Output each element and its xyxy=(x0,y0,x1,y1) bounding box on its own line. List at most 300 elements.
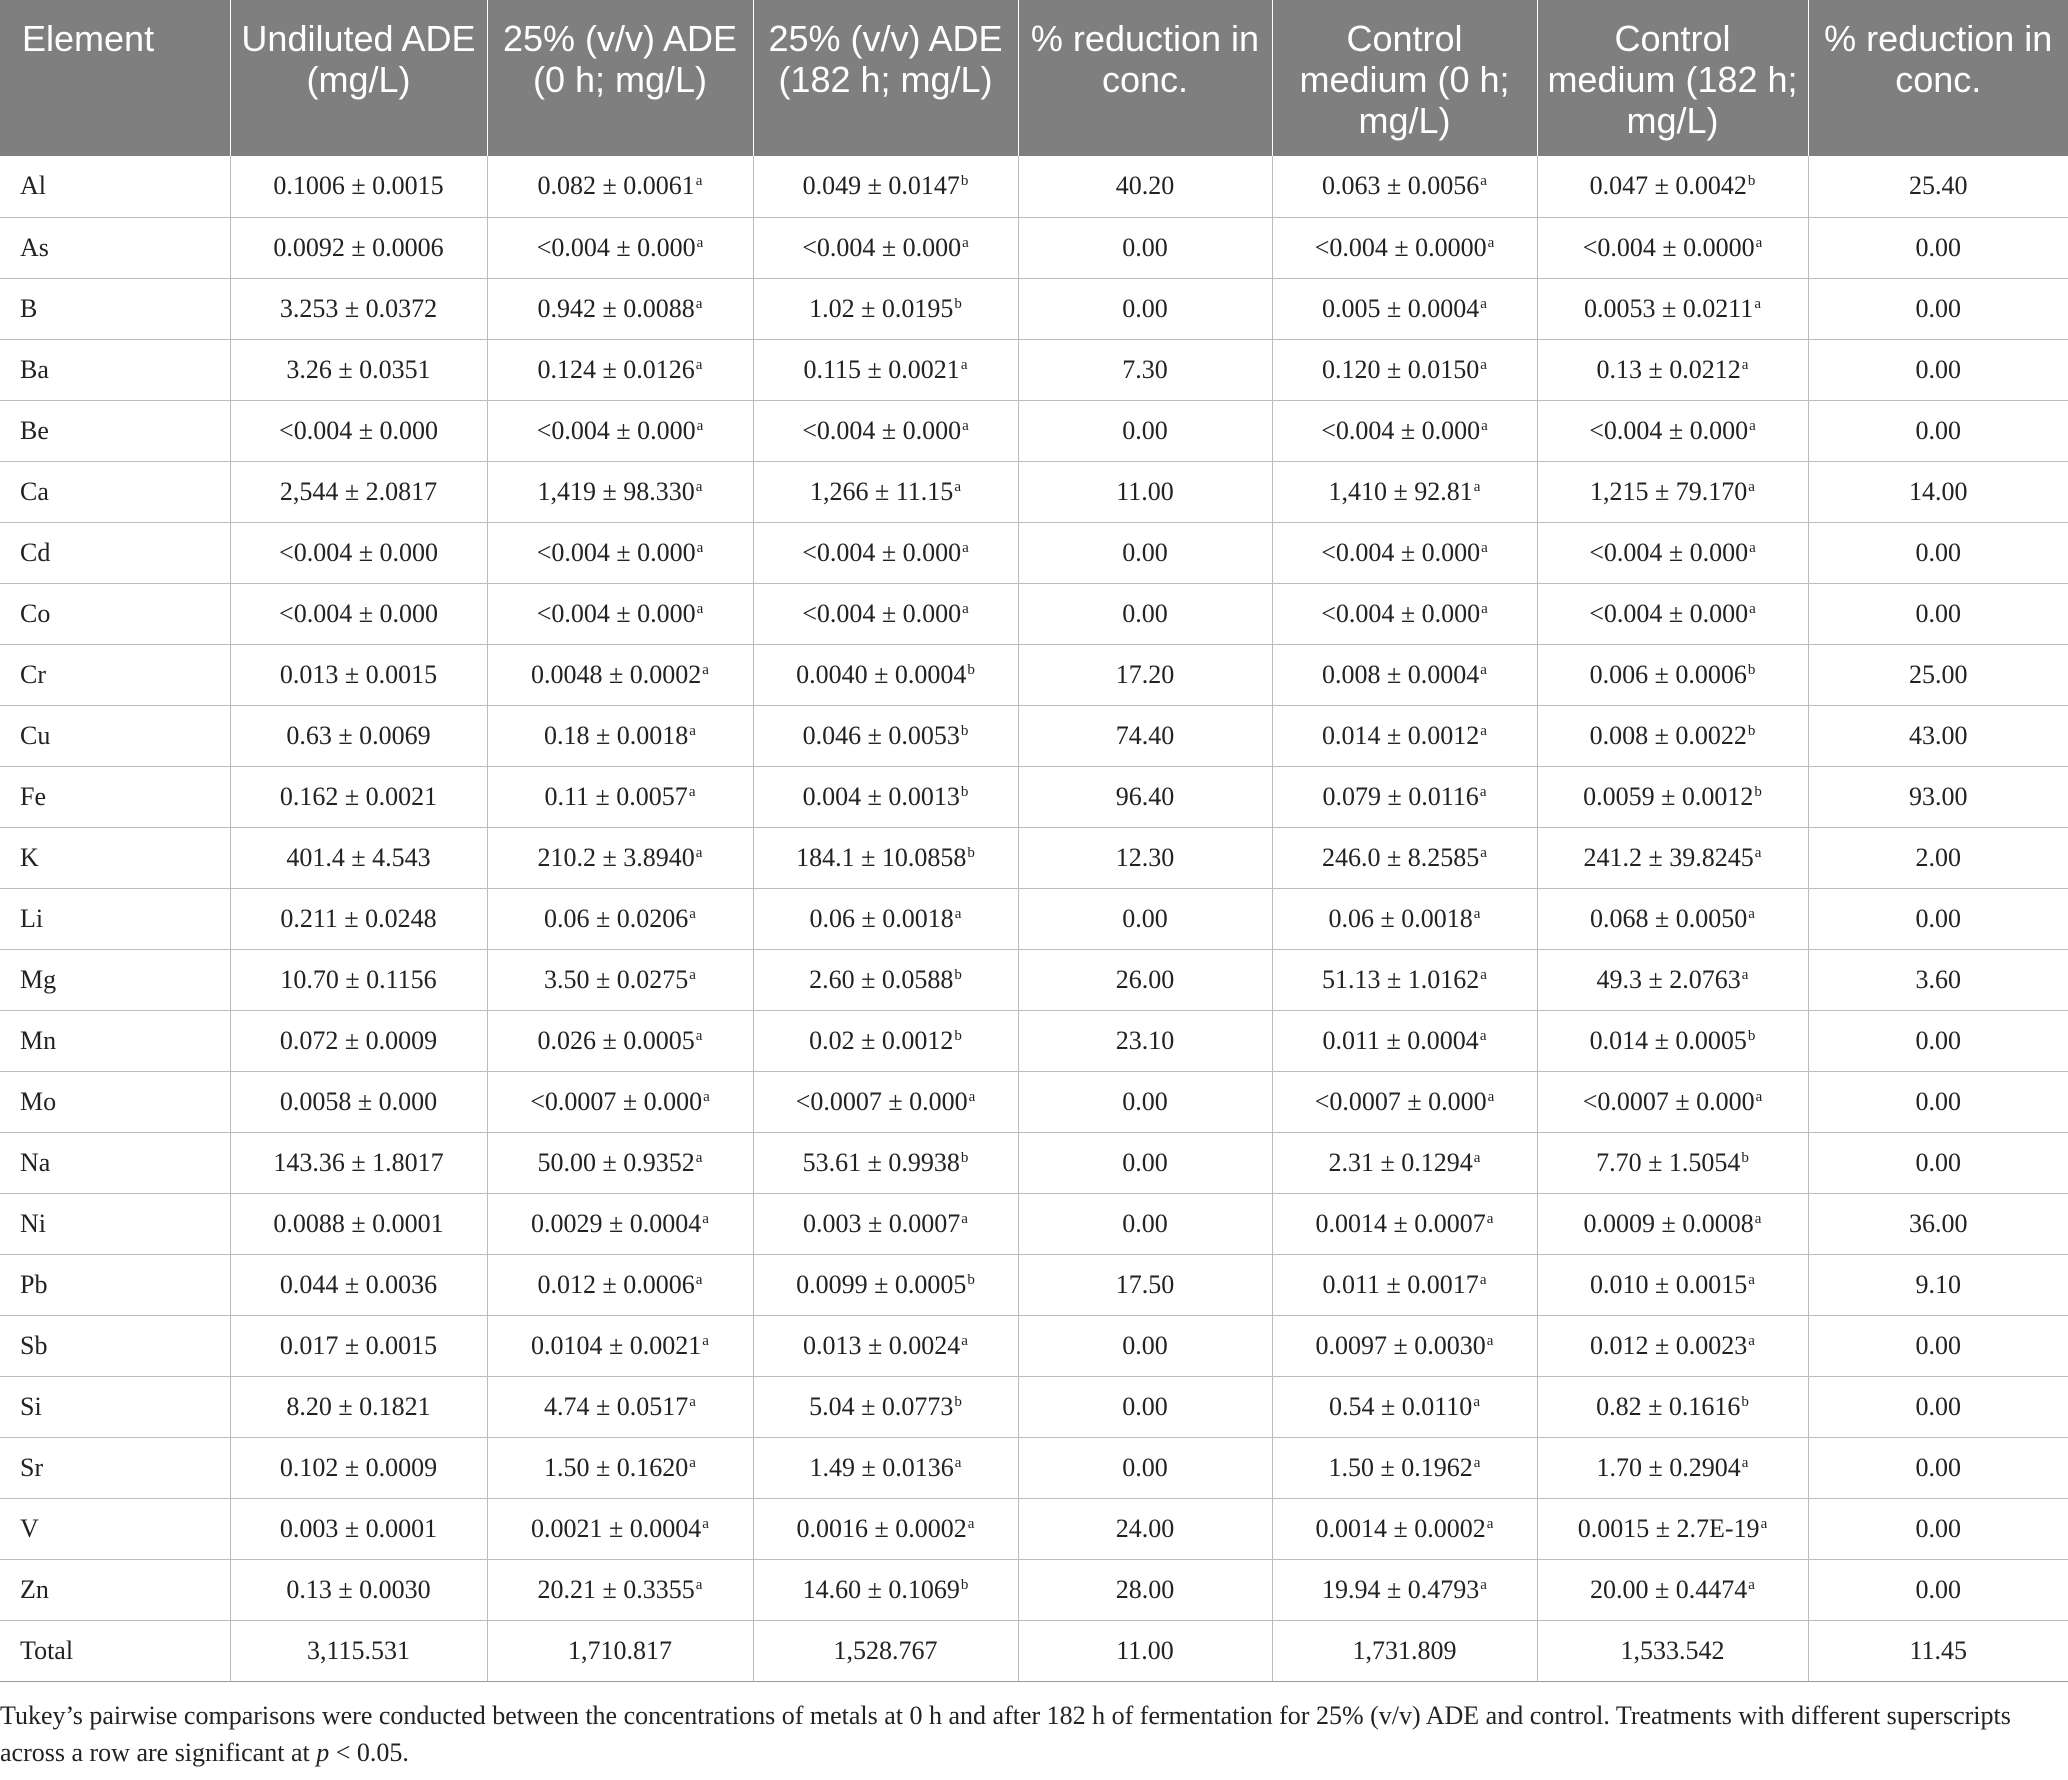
cell-ade-182h-value: 0.115 ± 0.0021 xyxy=(803,354,960,384)
significance-superscript: a xyxy=(954,905,962,922)
cell-control-reduction-value: 25.00 xyxy=(1909,659,1968,689)
cell-ade-0h xyxy=(487,1010,753,1071)
significance-superscript: a xyxy=(1749,539,1756,556)
cell-ade-reduction-value: 0.00 xyxy=(1122,903,1168,933)
table-row xyxy=(0,1376,2068,1437)
cell-ade-0h xyxy=(487,1315,753,1376)
cell-ade-182h-value: 1,266 ± 11.15 xyxy=(810,476,954,506)
cell-ade-0h xyxy=(487,1376,753,1437)
cell-control-reduction xyxy=(1808,522,2068,583)
cell-ade-reduction-value: 26.00 xyxy=(1115,964,1175,994)
cell-element xyxy=(0,1132,230,1193)
significance-superscript: b xyxy=(960,173,969,190)
table-row xyxy=(0,339,2068,400)
significance-superscript: a xyxy=(1741,356,1749,373)
cell-control-182h-value: 0.068 ± 0.0050 xyxy=(1590,903,1748,933)
cell-ade-reduction-value: 17.50 xyxy=(1115,1269,1175,1299)
cell-ade-0h-value: <0.004 ± 0.000 xyxy=(536,232,696,262)
header-ade-182h: 25% (v/v) ADE (182 h; mg/L) xyxy=(753,0,1018,156)
cell-control-182h-value: 1,215 ± 79.170 xyxy=(1590,476,1748,506)
cell-control-0h xyxy=(1272,156,1537,217)
cell-ade-reduction-value: 40.20 xyxy=(1115,171,1175,201)
cell-undiluted xyxy=(230,888,487,949)
significance-superscript: a xyxy=(702,1332,709,1349)
table-row xyxy=(0,888,2068,949)
cell-ade-reduction-value: 23.10 xyxy=(1115,1025,1175,1055)
significance-superscript: b xyxy=(967,661,975,678)
cell-ade-reduction xyxy=(1018,1132,1272,1193)
cell-undiluted-value: 0.072 ± 0.0009 xyxy=(279,1025,438,1055)
cell-control-182h xyxy=(1537,1437,1808,1498)
cell-element xyxy=(0,644,230,705)
table-row xyxy=(0,766,2068,827)
significance-superscript: b xyxy=(1747,661,1756,678)
significance-superscript: a xyxy=(1480,173,1487,190)
cell-ade-182h-value: 0.004 ± 0.0013 xyxy=(802,781,960,811)
cell-ade-reduction xyxy=(1018,1559,1272,1620)
significance-superscript: a xyxy=(695,295,703,312)
cell-control-reduction-value: 2.00 xyxy=(1915,842,1961,872)
significance-superscript: a xyxy=(1486,1332,1494,1349)
table-row xyxy=(0,1193,2068,1254)
cell-ade-reduction xyxy=(1018,583,1272,644)
cell-element-value: B xyxy=(20,293,38,323)
cell-control-reduction xyxy=(1808,1315,2068,1376)
cell-control-reduction-value: 0.00 xyxy=(1915,1086,1961,1116)
cell-control-reduction-value: 0.00 xyxy=(1915,1391,1961,1421)
cell-ade-0h-value: 4.74 ± 0.0517 xyxy=(544,1391,689,1421)
cell-undiluted-value: 0.0092 ± 0.0006 xyxy=(273,232,444,262)
cell-control-0h xyxy=(1272,217,1537,278)
cell-ade-0h-value: <0.0007 ± 0.000 xyxy=(530,1086,703,1116)
cell-ade-182h xyxy=(753,1559,1018,1620)
cell-ade-0h xyxy=(487,156,753,217)
cell-control-0h xyxy=(1272,888,1537,949)
cell-ade-reduction-value: 0.00 xyxy=(1122,293,1168,323)
cell-control-182h xyxy=(1537,888,1808,949)
cell-ade-0h-value: 0.026 ± 0.0005 xyxy=(537,1025,695,1055)
table-row xyxy=(0,156,2068,217)
significance-superscript: a xyxy=(702,1515,709,1532)
cell-element xyxy=(0,461,230,522)
cell-element-value: Total xyxy=(20,1635,74,1665)
cell-ade-reduction xyxy=(1018,217,1272,278)
cell-ade-0h-value: 0.0104 ± 0.0021 xyxy=(531,1330,702,1360)
cell-ade-0h xyxy=(487,1559,753,1620)
cell-element-value: Cu xyxy=(20,720,51,750)
significance-superscript: a xyxy=(1755,234,1763,251)
cell-control-0h xyxy=(1272,278,1537,339)
cell-control-182h xyxy=(1537,1071,1808,1132)
significance-superscript: a xyxy=(1754,1210,1762,1227)
cell-ade-182h xyxy=(753,766,1018,827)
cell-undiluted-value: 3.253 ± 0.0372 xyxy=(279,293,438,323)
significance-superscript: b xyxy=(967,844,975,861)
cell-undiluted xyxy=(230,1559,487,1620)
cell-undiluted xyxy=(230,278,487,339)
cell-ade-0h xyxy=(487,1193,753,1254)
cell-ade-0h-value: 0.0021 ± 0.0004 xyxy=(531,1513,702,1543)
cell-element-value: Sb xyxy=(20,1330,48,1360)
cell-ade-0h xyxy=(487,400,753,461)
table-row xyxy=(0,705,2068,766)
significance-superscript: b xyxy=(960,1149,969,1166)
table-row xyxy=(0,278,2068,339)
cell-control-182h xyxy=(1537,827,1808,888)
cell-ade-reduction xyxy=(1018,278,1272,339)
cell-ade-0h xyxy=(487,339,753,400)
significance-superscript: a xyxy=(961,1210,968,1227)
cell-element-value: Be xyxy=(20,415,49,445)
significance-superscript: a xyxy=(702,1210,709,1227)
cell-control-182h xyxy=(1537,766,1808,827)
significance-superscript: a xyxy=(695,844,703,861)
header-control-0h: Control medium (0 h; mg/L) xyxy=(1272,0,1537,156)
cell-ade-182h xyxy=(753,583,1018,644)
cell-undiluted xyxy=(230,1254,487,1315)
cell-ade-182h xyxy=(753,1193,1018,1254)
cell-control-0h-value: 0.005 ± 0.0004 xyxy=(1322,293,1480,323)
cell-ade-0h xyxy=(487,217,753,278)
significance-superscript: a xyxy=(1480,844,1487,861)
cell-element xyxy=(0,827,230,888)
cell-undiluted-value: 10.70 ± 0.1156 xyxy=(280,964,437,994)
cell-control-0h xyxy=(1272,583,1537,644)
cell-ade-reduction-value: 0.00 xyxy=(1122,598,1168,628)
significance-superscript: a xyxy=(689,966,696,983)
cell-undiluted xyxy=(230,644,487,705)
cell-undiluted xyxy=(230,522,487,583)
cell-element xyxy=(0,1498,230,1559)
significance-superscript: b xyxy=(1754,783,1762,800)
table-footnote xyxy=(0,1697,2040,1771)
cell-undiluted-value: 0.017 ± 0.0015 xyxy=(279,1330,438,1360)
cell-control-182h xyxy=(1537,583,1808,644)
table-row xyxy=(0,400,2068,461)
cell-ade-0h-value: 0.18 ± 0.0018 xyxy=(544,720,689,750)
cell-ade-0h-value: 1,710.817 xyxy=(568,1635,672,1665)
significance-superscript: b xyxy=(1747,722,1756,739)
cell-ade-0h xyxy=(487,583,753,644)
table-row xyxy=(0,644,2068,705)
cell-ade-182h xyxy=(753,1254,1018,1315)
significance-superscript: a xyxy=(695,173,703,190)
cell-ade-182h xyxy=(753,1071,1018,1132)
cell-ade-0h-value: 1,419 ± 98.330 xyxy=(537,476,695,506)
cell-undiluted xyxy=(230,766,487,827)
cell-control-182h-value: 1.70 ± 0.2904 xyxy=(1596,1452,1741,1482)
significance-superscript: a xyxy=(695,1027,703,1044)
cell-element-value: Cr xyxy=(20,659,46,689)
cell-control-0h-value: 246.0 ± 8.2585 xyxy=(1322,842,1480,872)
cell-undiluted xyxy=(230,583,487,644)
cell-control-0h-value: <0.004 ± 0.000 xyxy=(1321,537,1481,567)
cell-control-reduction-value: 0.00 xyxy=(1915,1574,1961,1604)
cell-undiluted-value: 0.102 ± 0.0009 xyxy=(279,1452,438,1482)
significance-superscript: a xyxy=(1741,1454,1749,1471)
cell-ade-182h xyxy=(753,705,1018,766)
significance-superscript: a xyxy=(1748,905,1755,922)
header-ade-0h: 25% (v/v) ADE (0 h; mg/L) xyxy=(487,0,753,156)
cell-control-0h-value: 0.011 ± 0.0017 xyxy=(1322,1269,1479,1299)
cell-element xyxy=(0,278,230,339)
cell-element-value: As xyxy=(20,232,49,262)
cell-ade-reduction-value: 11.00 xyxy=(1116,1635,1174,1665)
cell-ade-182h-value: <0.004 ± 0.000 xyxy=(802,537,962,567)
cell-ade-182h-value: 0.02 ± 0.0012 xyxy=(809,1025,954,1055)
significance-superscript: a xyxy=(1748,1271,1755,1288)
significance-superscript: a xyxy=(1473,478,1481,495)
table-row xyxy=(0,1071,2068,1132)
cell-undiluted xyxy=(230,1132,487,1193)
cell-element xyxy=(0,1437,230,1498)
cell-ade-0h xyxy=(487,827,753,888)
cell-element xyxy=(0,1620,230,1681)
cell-control-182h-value: 241.2 ± 39.8245 xyxy=(1583,842,1754,872)
cell-ade-182h-value: 1,528.767 xyxy=(833,1635,938,1665)
cell-control-182h-value: <0.004 ± 0.0000 xyxy=(1582,232,1755,262)
cell-control-0h-value: 0.0014 ± 0.0007 xyxy=(1315,1208,1486,1238)
cell-ade-182h-value: 0.046 ± 0.0053 xyxy=(802,720,960,750)
cell-control-reduction xyxy=(1808,1071,2068,1132)
cell-control-182h xyxy=(1537,1376,1808,1437)
cell-undiluted-value: 0.003 ± 0.0001 xyxy=(279,1513,438,1543)
cell-control-0h xyxy=(1272,1315,1537,1376)
cell-ade-reduction xyxy=(1018,949,1272,1010)
cell-ade-182h xyxy=(753,888,1018,949)
cell-undiluted-value: 0.0058 ± 0.000 xyxy=(279,1086,438,1116)
cell-element-value: Cd xyxy=(20,537,51,567)
cell-control-182h xyxy=(1537,1620,1808,1681)
cell-element xyxy=(0,1376,230,1437)
table-row xyxy=(0,827,2068,888)
cell-control-182h-value: 0.0053 ± 0.0211 xyxy=(1584,293,1754,323)
cell-ade-182h xyxy=(753,1315,1018,1376)
significance-superscript: a xyxy=(703,1088,710,1105)
significance-superscript: b xyxy=(954,966,962,983)
cell-control-reduction-value: 0.00 xyxy=(1915,1513,1961,1543)
cell-ade-0h-value: 0.0029 ± 0.0004 xyxy=(531,1208,702,1238)
cell-ade-reduction xyxy=(1018,1071,1272,1132)
cell-undiluted xyxy=(230,1193,487,1254)
cell-ade-0h-value: 0.0048 ± 0.0002 xyxy=(531,659,702,689)
cell-undiluted xyxy=(230,949,487,1010)
cell-ade-182h xyxy=(753,522,1018,583)
cell-undiluted xyxy=(230,827,487,888)
table-row xyxy=(0,522,2068,583)
cell-element xyxy=(0,949,230,1010)
cell-element-value: Mn xyxy=(20,1025,57,1055)
cell-element xyxy=(0,1315,230,1376)
cell-control-0h xyxy=(1272,1071,1537,1132)
cell-ade-0h xyxy=(487,766,753,827)
cell-ade-0h xyxy=(487,888,753,949)
table-row xyxy=(0,1559,2068,1620)
cell-control-182h xyxy=(1537,278,1808,339)
cell-control-0h-value: 0.014 ± 0.0012 xyxy=(1322,720,1480,750)
significance-superscript: b xyxy=(954,295,962,312)
cell-control-182h xyxy=(1537,461,1808,522)
cell-undiluted-value: 0.211 ± 0.0248 xyxy=(280,903,437,933)
cell-element-value: Mo xyxy=(20,1086,57,1116)
header-control-reduction: % reduction in conc. xyxy=(1808,0,2068,156)
cell-ade-0h xyxy=(487,1254,753,1315)
cell-ade-reduction xyxy=(1018,461,1272,522)
cell-control-reduction xyxy=(1808,1193,2068,1254)
cell-control-reduction-value: 0.00 xyxy=(1915,903,1961,933)
cell-control-0h xyxy=(1272,705,1537,766)
cell-element-value: K xyxy=(20,842,39,872)
cell-control-0h-value: 0.120 ± 0.0150 xyxy=(1322,354,1480,384)
cell-control-0h-value: 0.079 ± 0.0116 xyxy=(1322,781,1479,811)
cell-control-0h-value: 0.54 ± 0.0110 xyxy=(1329,1391,1473,1421)
cell-element-value: Mg xyxy=(20,964,57,994)
significance-superscript: b xyxy=(1741,1149,1749,1166)
cell-undiluted-value: 401.4 ± 4.543 xyxy=(286,842,431,872)
header-control-182h: Control medium (182 h; mg/L) xyxy=(1537,0,1808,156)
significance-superscript: a xyxy=(1748,478,1755,495)
cell-control-0h xyxy=(1272,1010,1537,1071)
cell-control-reduction xyxy=(1808,1376,2068,1437)
significance-superscript: a xyxy=(688,783,696,800)
cell-control-0h xyxy=(1272,522,1537,583)
cell-ade-0h-value: 0.11 ± 0.0057 xyxy=(544,781,688,811)
significance-superscript: b xyxy=(960,783,969,800)
cell-ade-182h xyxy=(753,461,1018,522)
cell-control-0h xyxy=(1272,1193,1537,1254)
significance-superscript: a xyxy=(1480,356,1487,373)
cell-control-0h xyxy=(1272,1437,1537,1498)
significance-superscript: a xyxy=(1748,1576,1755,1593)
significance-superscript: a xyxy=(1479,1027,1487,1044)
cell-undiluted-value: 8.20 ± 0.1821 xyxy=(286,1391,431,1421)
significance-superscript: a xyxy=(695,478,703,495)
cell-ade-182h-value: <0.0007 ± 0.000 xyxy=(795,1086,968,1116)
cell-control-182h xyxy=(1537,339,1808,400)
cell-ade-182h xyxy=(753,1498,1018,1559)
cell-control-182h xyxy=(1537,1132,1808,1193)
cell-control-0h-value: 51.13 ± 1.0162 xyxy=(1322,964,1480,994)
cell-control-0h-value: 2.31 ± 0.1294 xyxy=(1328,1147,1473,1177)
cell-control-0h-value: 0.0097 ± 0.0030 xyxy=(1315,1330,1486,1360)
table-row xyxy=(0,1437,2068,1498)
cell-control-182h-value: 0.012 ± 0.0023 xyxy=(1590,1330,1748,1360)
cell-element-value: Ba xyxy=(20,354,49,384)
cell-undiluted-value: 2,544 ± 2.0817 xyxy=(279,476,438,506)
cell-control-reduction-value: 14.00 xyxy=(1909,476,1968,506)
cell-element xyxy=(0,766,230,827)
cell-undiluted xyxy=(230,1376,487,1437)
cell-ade-182h xyxy=(753,400,1018,461)
cell-element-value: Co xyxy=(20,598,51,628)
cell-control-182h-value: 0.0015 ± 2.7E-19 xyxy=(1577,1513,1760,1543)
cell-undiluted-value: 0.0088 ± 0.0001 xyxy=(273,1208,444,1238)
cell-ade-reduction xyxy=(1018,1315,1272,1376)
cell-ade-reduction-value: 17.20 xyxy=(1115,659,1175,689)
cell-control-reduction-value: 0.00 xyxy=(1915,1025,1961,1055)
cell-control-0h xyxy=(1272,644,1537,705)
cell-ade-reduction xyxy=(1018,156,1272,217)
cell-control-182h-value: 0.014 ± 0.0005 xyxy=(1589,1025,1747,1055)
cell-ade-reduction-value: 24.00 xyxy=(1115,1513,1175,1543)
cell-control-reduction xyxy=(1808,827,2068,888)
cell-element-value: Na xyxy=(20,1147,51,1177)
header-element: Element xyxy=(0,0,230,156)
cell-element xyxy=(0,705,230,766)
cell-ade-182h-value: <0.004 ± 0.000 xyxy=(802,232,962,262)
cell-control-182h-value: <0.0007 ± 0.000 xyxy=(1582,1086,1755,1116)
cell-control-reduction xyxy=(1808,705,2068,766)
cell-element xyxy=(0,217,230,278)
header-ade-reduction: % reduction in conc. xyxy=(1018,0,1272,156)
cell-ade-182h xyxy=(753,827,1018,888)
cell-control-0h-value: 1,731.809 xyxy=(1352,1635,1457,1665)
cell-ade-reduction-value: 7.30 xyxy=(1122,354,1168,384)
cell-undiluted xyxy=(230,400,487,461)
cell-control-182h xyxy=(1537,1315,1808,1376)
cell-ade-reduction-value: 0.00 xyxy=(1122,1391,1168,1421)
table-row xyxy=(0,217,2068,278)
significance-superscript: a xyxy=(1486,1210,1494,1227)
cell-ade-reduction xyxy=(1018,888,1272,949)
cell-ade-0h xyxy=(487,644,753,705)
significance-superscript: a xyxy=(1473,1393,1480,1410)
cell-ade-182h-value: 5.04 ± 0.0773 xyxy=(809,1391,954,1421)
cell-control-reduction xyxy=(1808,1254,2068,1315)
cell-undiluted-value: 3.26 ± 0.0351 xyxy=(286,354,431,384)
cell-undiluted-value: 143.36 ± 1.8017 xyxy=(273,1147,444,1177)
cell-ade-0h xyxy=(487,522,753,583)
cell-control-182h xyxy=(1537,522,1808,583)
table-row xyxy=(0,949,2068,1010)
significance-superscript: a xyxy=(1486,1515,1494,1532)
cell-control-0h-value: <0.0007 ± 0.000 xyxy=(1314,1086,1487,1116)
cell-control-reduction xyxy=(1808,1498,2068,1559)
header-undiluted-ade: Undiluted ADE (mg/L) xyxy=(230,0,487,156)
cell-ade-reduction-value: 11.00 xyxy=(1116,476,1174,506)
cell-control-0h xyxy=(1272,1620,1537,1681)
significance-superscript: a xyxy=(962,600,969,617)
significance-superscript: a xyxy=(1473,905,1481,922)
cell-ade-reduction-value: 12.30 xyxy=(1115,842,1175,872)
cell-control-182h-value: 0.82 ± 0.1616 xyxy=(1596,1391,1741,1421)
cell-ade-182h xyxy=(753,339,1018,400)
table-row xyxy=(0,1132,2068,1193)
cell-ade-0h xyxy=(487,1437,753,1498)
cell-ade-0h xyxy=(487,1498,753,1559)
cell-control-reduction-value: 25.40 xyxy=(1909,171,1968,201)
significance-superscript: a xyxy=(1480,661,1487,678)
cell-ade-reduction xyxy=(1018,1498,1272,1559)
cell-ade-0h-value: 0.124 ± 0.0126 xyxy=(537,354,695,384)
cell-ade-0h xyxy=(487,461,753,522)
cell-control-0h xyxy=(1272,1559,1537,1620)
significance-superscript: b xyxy=(1741,1393,1749,1410)
table-row xyxy=(0,583,2068,644)
significance-superscript: a xyxy=(960,356,968,373)
cell-control-0h xyxy=(1272,1132,1537,1193)
cell-control-reduction xyxy=(1808,766,2068,827)
cell-ade-0h xyxy=(487,705,753,766)
cell-control-182h-value: <0.004 ± 0.000 xyxy=(1589,415,1749,445)
cell-control-182h-value: 0.13 ± 0.0212 xyxy=(1596,354,1741,384)
significance-superscript: a xyxy=(1754,295,1761,312)
significance-superscript: a xyxy=(689,1454,696,1471)
cell-control-182h xyxy=(1537,1498,1808,1559)
cell-control-182h xyxy=(1537,644,1808,705)
cell-ade-182h xyxy=(753,156,1018,217)
cell-control-0h xyxy=(1272,827,1537,888)
